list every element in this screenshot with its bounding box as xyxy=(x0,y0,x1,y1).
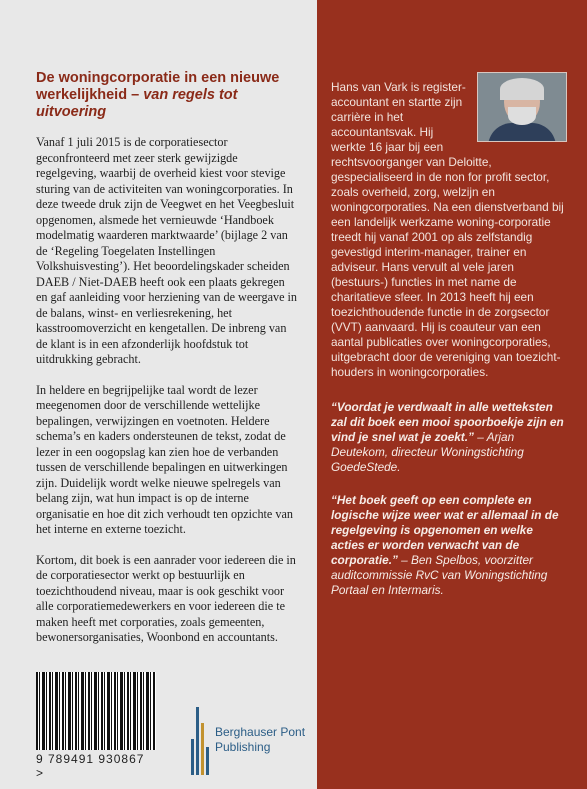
publisher-line-2: Publishing xyxy=(215,740,271,754)
quote-1 xyxy=(331,400,567,475)
cover-title xyxy=(36,70,299,121)
publisher-logo xyxy=(191,707,305,775)
quote-1-text: “Voordat je verdwaalt in alle wetteksten zal dit boek een mooi spoorboekje zijn en vind je snel wat je zoekt.” xyxy=(331,400,564,444)
author-photo xyxy=(477,72,567,142)
quote-2-text: “Het boek geeft op een complete en logische wijze weer wat er allemaal in de regelgeving is opgenomen en welke acties er worden verwacht van de corporatie.” xyxy=(331,493,559,567)
barcode-bars xyxy=(36,672,156,750)
title-subtitle: van regels tot uitvoering xyxy=(36,87,238,120)
description-paragraph-2: In heldere en begrijpelijke taal wordt de lezer meegenomen door de verschillende wettelijke bepalingen, verwijzingen en voetnoten. Heldere schema’s en kaders ondersteunen de tekst, zodat de lezer in een oogopslag kan zien hoe de verbanden tussen de verschillende bepalingen en uitwerkingen zijn. Duidelijk wordt welke nieuwe spelregels van belang zijn, wat hun impact is op de interne organisatie en hoe dit zich verhoudt ten opzichte van het interne en externe toezicht. xyxy=(36,382,293,536)
isbn-barcode xyxy=(36,672,156,780)
right-panel xyxy=(317,0,587,789)
quote-2 xyxy=(331,493,567,598)
title-main: De woningcorporatie in een nieuwe werkelijkheid – xyxy=(36,70,280,103)
description-paragraph-3: Kortom, dit boek is een aanrader voor iedereen die in de corporatiesector werkt op bestuurlijk en toezichthoudend niveau, maar is ook geschikt voor alle corporatiemedewerkers en voor iedereen die te maken heeft met corporaties, zoals gemeenten, bewonersorganisaties, Woonbond en accountants. xyxy=(36,552,296,644)
quote-1-attribution: – Arjan Deutekom, directeur Woningstichting GoedeStede. xyxy=(331,430,524,474)
publisher-line-1: Berghauser Pont xyxy=(215,725,306,739)
author-bio: Hans van Vark is register-accountant en startte zijn carrière in het accountantsvak. Hij werkte 16 jaar bij een rechtsvoorganger van Deloitte, gespecialiseerd in de non for profit sector, zoals overheid, zorg, welzijn en woningcorporaties. Na een dienstverband bij een landelijk werkzame woning-corporatie treedt hij vanaf 2001 op als zelfstandig gevestigd interim-manager, trainer en adviseur. Hans vervult al vele jaren (bestuurs-) functies in met name de charitatieve sfeer. In 2013 heeft hij een toezichthoudende functie in de zorgsector (VVT) aanvaard. Hij is coauteur van een aantal publicaties over woningcorporaties, uitgebracht door de vereniging van toezicht-houders in woningcorporaties. xyxy=(331,80,564,379)
publisher-name xyxy=(215,725,305,755)
quote-2-attribution: – Ben Spelbos, voorzitter auditcommissie RvC van Woningstichting Portaal en Intermaris. xyxy=(331,553,548,597)
publisher-mark-icon xyxy=(191,707,211,775)
description-paragraph-1: Vanaf 1 juli 2015 is de corporatiesector geconfronteerd met zeer sterk gewijzigde regelgeving, waarbij de overheid kiest voor stevige sturing van de activiteiten van woningcorporaties. In deze tweede druk zijn de Veegwet en het Veegbesluit opgenomen, alsmede het vernieuwde ‘Handboek modelmatig waarderen marktwaarde’ (bijlage 2 van de ‘Regeling Toegelaten Instellingen Volkshuisvesting’). Het beoordelingskader scheiden DAEB / Niet-DAEB heeft ook een plaats gekregen en gaf aanleiding voor herziening van de weergave in de balans, winst- en verliesrekening, het kasstroomoverzicht en kengetallen. De inbreng van de klant is in een afzonderlijk hoofdstuk tot uitdrukking gebracht. xyxy=(36,135,298,366)
isbn-number: 9 789491 930867 > xyxy=(36,752,145,780)
